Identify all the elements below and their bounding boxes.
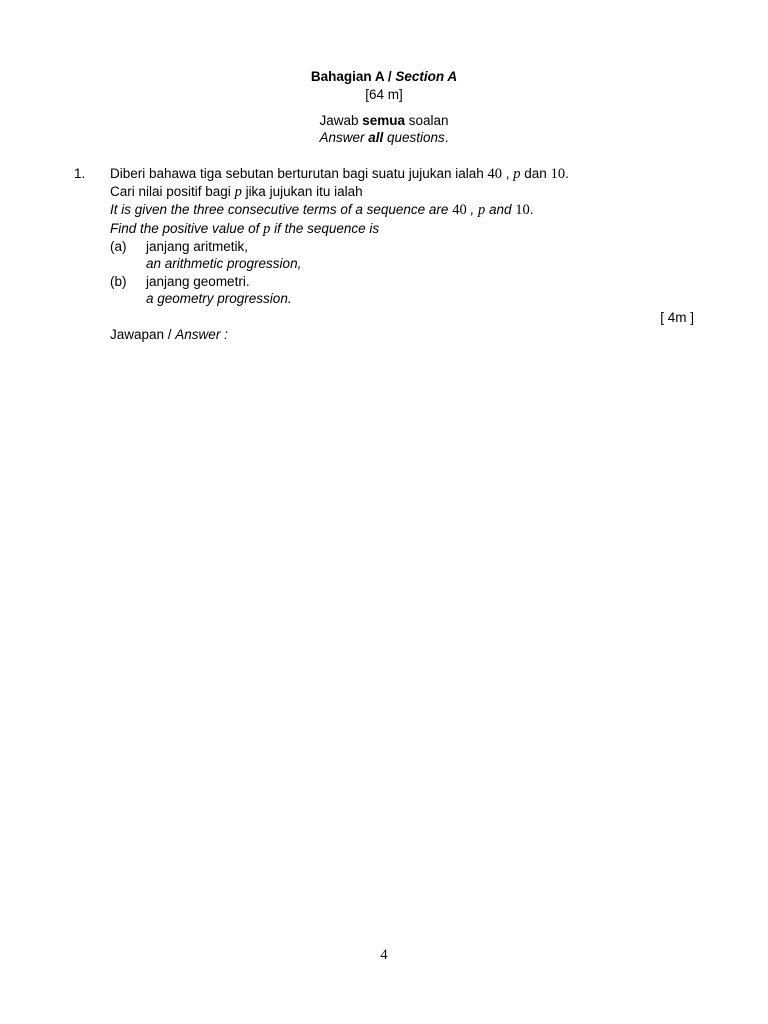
question-line-3 [110,201,534,219]
instruction-en [0,129,768,146]
page-number: 4 [380,947,388,963]
q-line2-rest: jika jujukan itu ialah [241,184,363,199]
answer-label [110,326,228,343]
q-line1-and: dan [520,166,551,181]
question-marks: [ 4m ] [660,310,694,325]
instruction-ms-c: soalan [405,113,449,128]
section-marks: [64 m] [365,87,403,102]
q-line4-p: p [263,221,271,237]
answer-label-en: Answer : [175,327,228,342]
part-a-text-ms: janjang aritmetik, [146,239,249,254]
q-line1-p: p [513,166,521,182]
part-b-text-ms: janjang geometri. [146,274,250,289]
q-line3-term1: 40 [452,202,467,218]
answer-space[interactable] [110,350,694,930]
question-line-1 [110,165,569,183]
q-line3-and: and [485,202,516,217]
instruction-ms-b: semua [362,113,405,128]
section-title-en: Section A [395,69,458,84]
q-line4-text: Find the positive value of [110,221,264,236]
q-line2-text: Cari nilai positif bagi [110,184,235,199]
q-line3-sep: , [466,202,478,217]
q-line1-text: Diberi bahawa tiga sebutan berturutan bagi suatu jujukan ialah [110,166,488,181]
question-line-4 [110,220,379,238]
question-number: 1. [74,166,86,181]
part-b-label: (b) [110,274,127,289]
q-line1-sep: , [502,166,514,181]
instruction-ms [0,112,768,129]
instruction-en-b: all [368,130,384,145]
part-a-text-en: an arithmetic progression, [146,256,302,271]
q-line3-text: It is given the three consecutive terms of a sequence are [110,202,453,217]
instruction-en-a: Answer [319,130,369,145]
q-line1-end: . [565,166,569,181]
q-line1-term3: 10 [550,166,566,182]
q-line2-p: p [234,184,242,200]
instruction-ms-a: Jawab [319,113,363,128]
question-line-2 [110,183,363,201]
part-a-label: (a) [110,239,127,254]
instruction-en-d: . [444,130,449,145]
instruction-en-c: questions [383,130,445,145]
q-line1-term1: 40 [487,166,503,182]
section-title [0,68,768,85]
q-line3-end: . [529,202,534,217]
part-b-text-en: a geometry progression. [146,291,292,306]
q-line4-rest: if the sequence is [270,221,380,236]
q-line3-p: p [477,202,486,218]
section-title-slash: / [384,69,396,84]
q-line3-term3: 10 [515,202,530,218]
section-title-ms: Bahagian A [310,69,385,84]
answer-label-ms: Jawapan / [110,327,176,342]
